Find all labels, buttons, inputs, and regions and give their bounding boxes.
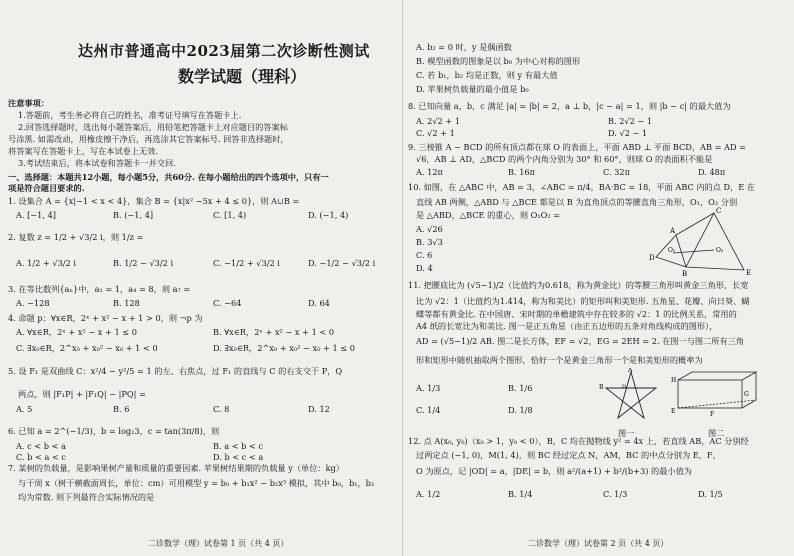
label-b-star: B	[599, 384, 604, 391]
q4-option-d: D. ∃x₀∈R，2^x₀ + x₀² − x₀ + 1 ≤ 0	[213, 343, 355, 353]
q12-stem-3: O 为原点，记 |OD| = a，|DE| = b，则 a²/(a+1) + b²/(b+3) 的最小值为	[416, 466, 692, 476]
label-d-star: D	[622, 384, 627, 390]
triangle-figure	[646, 205, 756, 277]
q7-stem-3: 均为常数. 则下列最符合实际情况的是	[18, 492, 155, 502]
q11-stem-6: 形和矩形中随机抽取两个图形，恰好一个是黄金三角形一个是和美矩形的概率为	[416, 355, 703, 365]
section-heading: 项是符合题目要求的.	[8, 183, 85, 193]
q6-option-c: C. b < a < c	[16, 452, 67, 462]
q9-option-c: C. 32π	[603, 167, 630, 177]
q7-option-d: D. 苹果树负载量的最小值是 b₀	[416, 84, 529, 94]
q2-option-c: C. −1/2 + √3/2 i	[213, 258, 280, 268]
q11-stem: 11. 把腰底比为 (√5−1)/2（比值约为0.618，称为黄金比）的等腰三角形叫黄金三角形，长宽	[408, 280, 749, 290]
q5-option-d: D. 12	[308, 404, 330, 414]
label-h: H	[671, 377, 677, 384]
exam-title: 达州市普通高中2023届第二次诊断性测试	[78, 42, 370, 60]
q1-option-d: D. (−1, 4)	[308, 210, 349, 220]
notes-heading: 注意事项：	[8, 98, 49, 108]
label-e-cuboid: E	[671, 408, 676, 415]
q12-option-b: B. 1/4	[508, 489, 533, 499]
q11-stem-4: A4 纸的长宽比为和美比. 图一是正五角星（由正五边形的五条对角线构成的图形），	[416, 321, 718, 331]
pentagram-star	[606, 372, 656, 418]
q4-option-c: C. ∃x₀∈R，2^x₀ + x₀² − x₀ + 1 < 0	[16, 343, 158, 353]
label-a: A	[670, 227, 676, 235]
q1-stem: 1. 设集合 A = {x|−1 < x < 4}，集合 B = {x|x² −5x + 4 ≤ 0}，则 A∪B =	[8, 196, 300, 206]
note-line: 1.答题前，考生务必将自己的姓名，准考证号填写在答题卡上.	[18, 110, 242, 120]
note-line: 将答案写在答题卡上，写在本试卷上无效.	[8, 146, 158, 156]
q8-option-d: D. √2 − 1	[608, 128, 648, 138]
q12-option-a: A. 1/2	[416, 489, 441, 499]
q10-option-b: B. 3√3	[416, 237, 443, 247]
q3-option-b: B. 128	[113, 298, 140, 308]
note-line: 2.回答选择题时，选出每小题答案后，用铅笔把答题卡上对应题目的答案标	[18, 122, 288, 132]
q9-stem-2: √6，AB ⊥ AD，△BCD 的两个内角分别为 30° 和 60°，则球 O 的表面积不能是	[416, 154, 713, 164]
q6-option-b: B. a < b < c	[213, 441, 264, 451]
triangle-bce	[686, 213, 744, 270]
label-e: E	[746, 269, 752, 277]
q2-option-b: B. 1/2 − √3/2 i	[113, 258, 174, 268]
q6-option-a: A. c < b < a	[16, 441, 66, 451]
q3-option-d: D. 64	[308, 298, 330, 308]
q1-option-b: B. (−1, 4]	[113, 210, 154, 220]
q10-stem-3: 是 △ABD，△BCE 的重心，则 O₁O₂ =	[416, 210, 561, 220]
q11-option-b: B. 1/6	[508, 383, 533, 393]
q1-option-c: C. [1, 4)	[213, 210, 247, 220]
cuboid-figure	[670, 370, 768, 428]
q12-option-d: D. 1/5	[698, 489, 723, 499]
label-b: B	[682, 270, 688, 277]
q9-stem: 9. 三棱锥 A − BCD 的所有顶点都在球 O 的表面上，平面 ABD ⊥ 平面 BCD，AB = AD =	[408, 142, 746, 152]
q11-stem-5: AD = (√5−1)/2 AB. 图二是长方体，EF = √2，EG = 2EH = 2. 在图一与图二所有三角	[416, 336, 745, 346]
figure-two-caption: 图二	[708, 428, 725, 438]
q2-stem: 2. 复数 z = 1/2 + √3/2 i，则 1/z =	[8, 232, 144, 242]
note-line: 3.考试结束后，将本试卷和答题卡一并交回.	[18, 158, 176, 168]
q5-option-a: A. 5	[16, 404, 33, 414]
q8-option-a: A. 2√2 + 1	[416, 116, 461, 126]
q12-stem-2: 过两定点 (−1, 0)，M(1, 4)，则 BC 经过定点 N，AM，BC 的中点分别为 E，F，	[416, 450, 721, 460]
cuboid-top-edges	[678, 372, 756, 380]
q5-stem: 5. 设 F₁ 是双曲线 C：x²/4 − y²/5 = 1 的左、右焦点，过 F₁ 的直线与 C 的右支交于 P，Q	[8, 366, 343, 376]
q10-stem: 10. 如图，在 △ABC 中，AB = 3，∠ABC = π/4，BA·BC = 18，平面 ABC 内的点 D，E 在	[408, 182, 756, 192]
label-d: D	[649, 254, 655, 262]
page-footer-left: 二诊数学（理）试卷第 1 页（共 4 页）	[148, 539, 289, 548]
q10-stem-2: 直线 AB 两侧，△ABD 与 △BCE 都是以 B 为直角顶点的等腰直角三角形，O₁，O₂ 分别	[416, 197, 738, 207]
label-g: G	[744, 391, 749, 398]
q9-option-b: B. 16π	[508, 167, 536, 177]
q10-option-c: C. 6	[416, 250, 433, 260]
label-o1: O₁	[668, 247, 676, 254]
q9-option-a: A. 12π	[416, 167, 443, 177]
figure-one-caption: 图一	[618, 428, 635, 438]
q11-stem-3: 蝶等都有黄金比. 在中国唐、宋时期的单檐建筑中存在较多的 √2：1 的比例关系，常用的	[416, 309, 737, 319]
q4-stem: 4. 命题 p：∀x∈R，2ˣ + x² − x + 1 > 0，则 ¬p 为	[8, 313, 203, 323]
section-heading: 一、选择题：本题共12小题，每小题5分，共60分. 在每小题给出的四个选项中，只有一	[8, 172, 329, 182]
right-page	[408, 0, 788, 556]
label-f: F	[710, 411, 715, 418]
cuboid-front-face	[678, 380, 742, 408]
q7-option-b: B. 模型函数的图象是以 b₀ 为中心对称的图形	[416, 56, 581, 66]
q10-option-a: A. √26	[416, 224, 443, 234]
q7-stem: 7. 某树的负载量，是影响果树产量和质量的重要因素. 苹果树结果期的负载量 y（单位：kg）	[8, 463, 344, 473]
cuboid-side-edges	[742, 372, 756, 408]
q5-option-b: B. 6	[113, 404, 130, 414]
q5-stem-2: 两点，则 |F₁P| + |F₁Q| − |PQ| =	[18, 389, 146, 399]
q11-stem-2: 比为 √2：1（比值约为1.414，称为和美比）的矩形叫和美矩形. 五角星、花瓣、向日葵、蝴	[416, 296, 750, 306]
q8-option-b: B. 2√2 − 1	[608, 116, 653, 126]
page-footer-right: 二诊数学（理）试卷第 2 页（共 4 页）	[528, 539, 669, 548]
q2-option-a: A. 1/2 + √3/2 i	[16, 258, 76, 268]
q11-option-c: C. 1/4	[416, 405, 441, 415]
q10-option-d: D. 4	[416, 263, 433, 273]
exam-subtitle: 数学试题（理科）	[178, 67, 307, 86]
q12-stem: 12. 点 A(x₀, y₀)（x₀ > 1，y₀ < 0），B，C 均在抛物线 y² = 4x 上，若直线 AB，AC 分别经	[408, 436, 749, 446]
label-o2: O₂	[716, 247, 724, 254]
q1-option-a: A. [−1, 4]	[16, 210, 56, 220]
q4-option-a: A. ∀x∈R，2ˣ + x² − x + 1 ≤ 0	[16, 327, 137, 337]
page-divider	[402, 0, 403, 556]
q11-option-d: D. 1/8	[508, 405, 533, 415]
left-page	[8, 0, 400, 556]
q3-option-a: A. −128	[16, 298, 50, 308]
q5-option-c: C. 8	[213, 404, 230, 414]
q8-stem: 8. 已知向量 a，b，c 满足 |a| = |b| = 2，a ⊥ b，|c − a| = 1，则 |b − c| 的最大值为	[408, 101, 731, 111]
label-a-star: A	[628, 368, 633, 374]
q12-option-c: C. 1/3	[603, 489, 628, 499]
q6-stem: 6. 已知 a = 2^(−1/3)，b = log₂3，c = tan(3π/8)，则	[8, 426, 220, 436]
q9-option-d: D. 48π	[698, 167, 726, 177]
q11-option-a: A. 1/3	[416, 383, 441, 393]
q6-option-d: D. b < c < a	[213, 452, 264, 462]
q7-stem-2: 与干周 x（树干横截面周长，单位：cm）可用模型 y = b₀ + b₁x² − b₂x³ 模拟，其中 b₀，b₁，b₂	[18, 478, 375, 488]
q7-option-c: C. 若 b₁，b₂ 均是正数，则 y 有最大值	[416, 70, 558, 80]
q3-stem: 3. 在等比数列{aₙ}中，a₁ = 1，a₄ = 8，则 a₇ =	[8, 284, 191, 294]
q8-option-c: C. √2 + 1	[416, 128, 455, 138]
q2-option-d: D. −1/2 − √3/2 i	[308, 258, 376, 268]
q7-option-a: A. b₂ = 0 时，y 是偶函数	[416, 42, 512, 52]
q4-option-b: B. ∀x∈R，2ˣ + x² − x + 1 < 0	[213, 327, 335, 337]
note-line: 号涂黑. 如需改动，用橡皮擦干净后，再选涂其它答案标号. 回答非选择题时，	[8, 134, 289, 144]
q3-option-c: C. −64	[213, 298, 242, 308]
pentagram-figure	[596, 368, 666, 430]
label-c: C	[716, 207, 722, 215]
